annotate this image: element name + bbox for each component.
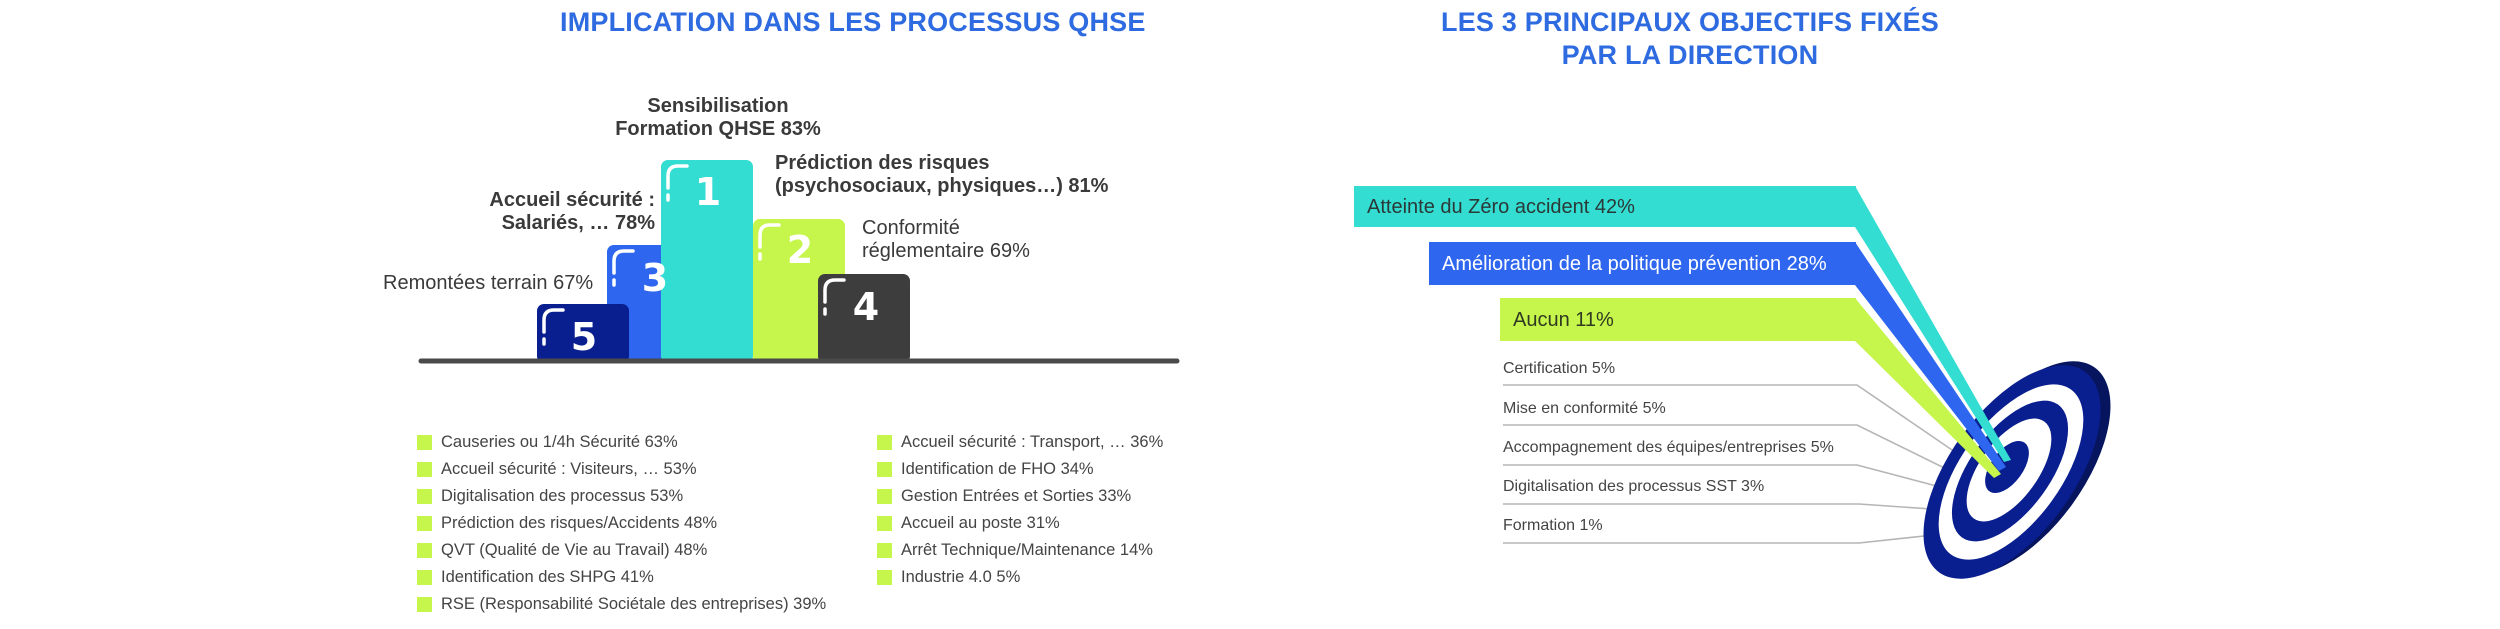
rank-number-5: 5 [570,315,598,359]
objective-label-2: Amélioration de la politique prévention 28% [1442,253,1827,275]
legend-label: QVT (Qualité de Vie au Travail) 48% [441,541,708,559]
rank-number-2: 2 [786,228,814,272]
banner-tail-1 [1855,186,2011,462]
rank-number-4: 4 [852,285,880,329]
legend-label: Causeries ou 1/4h Sécurité 63% [441,433,678,451]
podium-label-2-line2: réglementaire 69% [862,240,1030,262]
legend-label: Prédiction des risques/Accidents 48% [441,514,718,532]
legend-label: Digitalisation des processus 53% [441,487,684,505]
legend-label: Accueil au poste 31% [901,514,1060,532]
podium-label-2-line1: Conformité [862,217,960,239]
legend-label: Identification de FHO 34% [901,460,1094,478]
legend-label: Identification des SHPG 41% [441,568,654,586]
minor-objective-label: Mise en conformité 5% [1503,400,1666,417]
podium-label-prediction-line1: Prédiction des risques [775,152,990,174]
legend-label: RSE (Responsabilité Sociétale des entreprises) 39% [441,595,827,613]
left-panel-title: IMPLICATION DANS LES PROCESSUS QHSE [560,7,1146,37]
legend-label: Accueil sécurité : Visiteurs, … 53% [441,460,697,478]
podium-label-prediction-line2: (psychosociaux, physiques…) 81% [775,175,1109,197]
right-panel-title-line1: LES 3 PRINCIPAUX OBJECTIFS FIXÉS [1441,7,1939,37]
minor-objective-label: Digitalisation des processus SST 3% [1503,478,1765,495]
right-panel-title-line2: PAR LA DIRECTION [1561,40,1819,70]
minor-objective-label: Formation 1% [1503,517,1603,534]
objective-label-1: Atteinte du Zéro accident 42% [1367,196,1635,218]
minor-objective-label: Certification 5% [1503,360,1616,377]
legend-label: Arrêt Technique/Maintenance 14% [901,541,1153,559]
podium-label-3-line1: Accueil sécurité : [489,189,655,211]
minor-objective-label: Accompagnement des équipes/entreprises 5% [1503,439,1834,456]
legend-label: Accueil sécurité : Transport, … 36% [901,433,1164,451]
rank-number-1: 1 [694,170,722,214]
podium-label-1-line2: Formation QHSE 83% [615,118,821,140]
legend-label: Industrie 4.0 5% [901,568,1021,586]
objective-label-3: Aucun 11% [1513,309,1614,331]
rank-number-3: 3 [641,256,669,300]
legend-label: Gestion Entrées et Sorties 33% [901,487,1132,505]
podium-label-3-line2: Salariés, … 78% [501,212,655,234]
podium-label-5-line1: Remontées terrain 67% [383,272,594,294]
podium-label-1-line1: Sensibilisation [647,95,789,117]
